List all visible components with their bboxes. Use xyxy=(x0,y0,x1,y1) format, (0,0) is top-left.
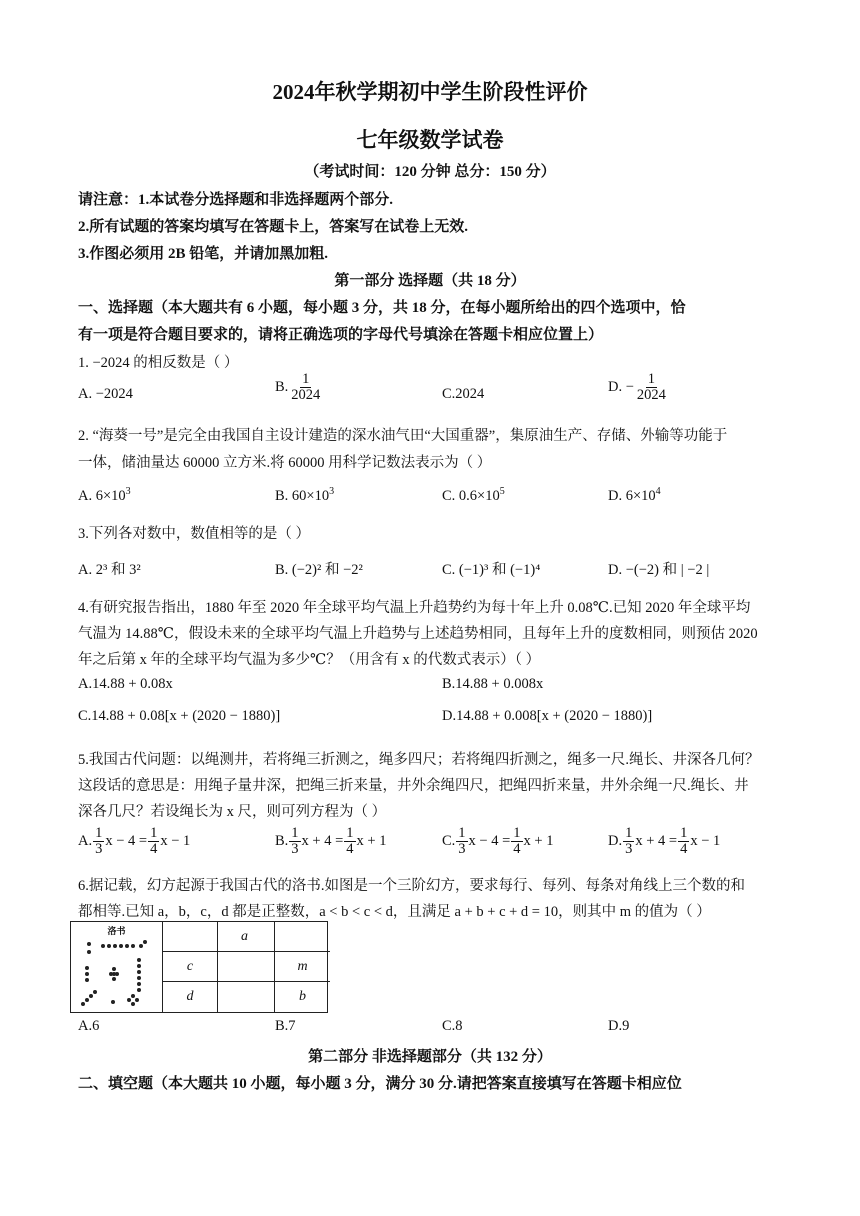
magic-cell-6: m xyxy=(275,952,330,982)
q5-line2: 这段话的意思是：用绳子量井深，把绳三折来量，井外余绳四尺，把绳四折来量，井外余绳一尺.绳长、井 xyxy=(78,778,749,794)
q3-stem: 3.下列各对数中，数值相等的是（ ） xyxy=(78,526,310,542)
q1-option-d: D. − $\frac{1}{2024}$ xyxy=(608,371,666,404)
q1-stem: 1. −2024 的相反数是（ ） xyxy=(78,355,239,371)
q5-option-c: C. $\frac{1}{3}$ x − 4 = $\frac{1}{4}$ x + 1 xyxy=(442,825,554,858)
q6-line2: 都相等.已知 a，b，c，d 都是正整数，a < b < c < d，且满足 a + b + c + d = 10，则其中 m 的值为（ ） xyxy=(78,904,711,920)
q4-option-d: D.14.88 + 0.008[x + (2020 − 1880)] xyxy=(442,708,653,724)
q6-option-b: B.7 xyxy=(275,1018,296,1034)
q3-option-b: B. (−2)² 和 −2² xyxy=(275,562,363,578)
magic-cell-2: a xyxy=(215,922,275,952)
magic-cell-3 xyxy=(275,922,330,952)
part2-heading: 第二部分 非选择题部分（共 132 分） xyxy=(308,1049,552,1065)
q4-line2: 气温为 14.88℃，假设未来的全球平均气温上升趋势与上述趋势相同，且每年上升的度数相同，则预估 2020 xyxy=(78,626,758,642)
q6-line1: 6.据记载，幻方起源于我国古代的洛书.如图是一个三阶幻方，要求每行、每列、每条对角线上三个数的和 xyxy=(78,878,745,894)
q2-option-b: B. $60\times 10^3$ xyxy=(275,486,335,504)
q2-line1: 2. “海葵一号”是完全由我国自主设计建造的深水油气田“大国重器”，集原油生产、存储、外输等功能于 xyxy=(78,428,728,444)
q3-option-d: D. −(−2) 和 | −2 | xyxy=(608,562,710,578)
q3-option-a: A. 2³ 和 3² xyxy=(78,562,141,578)
luoshu-image xyxy=(71,922,163,1012)
section1-line1: 一、选择题（本大题共有 6 小题，每小题 3 分，共 18 分，在每小题所给出的四个选项中，恰 xyxy=(78,300,686,316)
magic-cell-5 xyxy=(215,952,275,982)
q2-option-c: C. $0.6\times 10^5$ xyxy=(442,486,505,504)
magic-cell-1 xyxy=(163,922,218,952)
q1-option-b: B. $\frac{1}{2024}$ xyxy=(275,371,321,404)
note-2: 2.所有试题的答案均填写在答题卡上，答案写在试卷上无效. xyxy=(78,219,469,235)
note-3: 3.作图必须用 2B 铅笔，并请加黑加粗. xyxy=(78,246,329,262)
q2-line2: 一体，储油量达 60000 立方米.将 60000 用科学记数法表示为（ ） xyxy=(78,455,492,471)
q1-option-a: A. −2024 xyxy=(78,386,133,402)
q2-option-d: D. $6\times 10^4$ xyxy=(608,486,661,504)
magic-cell-9: b xyxy=(299,989,306,1004)
q4-option-c: C.14.88 + 0.08[x + (2020 − 1880)] xyxy=(78,708,281,724)
magic-cell-7: d xyxy=(163,982,218,1012)
q3-option-c: C. (−1)³ 和 (−1)⁴ xyxy=(442,562,541,578)
magic-cell-8 xyxy=(215,982,275,1012)
q5-line1: 5.我国古代问题：以绳测井，若将绳三折测之，绳多四尺；若将绳四折测之，绳多一尺.绳长、井深各几何？ xyxy=(78,752,760,768)
exam-subtitle: 七年级数学试卷 xyxy=(356,128,504,152)
part1-heading: 第一部分 选择题（共 18 分） xyxy=(334,273,526,289)
q6-option-d: D.9 xyxy=(608,1018,630,1034)
q5-option-b: B. $\frac{1}{3}$ x + 4 = $\frac{1}{4}$ x + 1 xyxy=(275,825,387,858)
q1-option-c: C.2024 xyxy=(442,386,485,402)
q6-option-c: C.8 xyxy=(442,1018,463,1034)
note-1: 请注意：1.本试卷分选择题和非选择题两个部分. xyxy=(78,192,394,208)
section2-line: 二、填空题（本大题共 10 小题，每小题 3 分，满分 30 分.请把答案直接填写在答题卡相应位 xyxy=(78,1076,682,1092)
section1-line2: 有一项是符合题目要求的，请将正确选项的字母代号填涂在答题卡相应位置上） xyxy=(78,327,604,343)
q5-line3: 深各几尺？若设绳长为 x 尺，则可列方程为（ ） xyxy=(78,804,387,820)
magic-square-figure xyxy=(70,921,328,1013)
q2-option-a: A. $6\times 10^3$ xyxy=(78,486,131,504)
q4-line1: 4.有研究报告指出，1880 年至 2020 年全球平均气温上升趋势约为每十年上升 0.08℃.已知 2020 年全球平均 xyxy=(78,600,751,616)
exam-title: 2024年秋学期初中学生阶段性评价 xyxy=(272,80,588,104)
exam-info: （考试时间：120 分钟 总分：150 分） xyxy=(304,164,556,180)
q4-line3: 年之后第 x 年的全球平均气温为多少℃？（用含有 x 的代数式表示）（ ） xyxy=(78,652,541,668)
q4-option-b: B.14.88 + 0.008x xyxy=(442,676,544,692)
q5-option-a: A. $\frac{1}{3}$ x − 4 = $\frac{1}{4}$ x − 1 xyxy=(78,825,191,858)
q6-option-a: A.6 xyxy=(78,1018,100,1034)
q5-option-d: D. $\frac{1}{3}$ x + 4 = $\frac{1}{4}$ x − 1 xyxy=(608,825,721,858)
q4-option-a: A.14.88 + 0.08x xyxy=(78,676,173,692)
luoshu-label: 洛书 xyxy=(107,926,126,936)
magic-cell-4: c xyxy=(163,952,218,982)
